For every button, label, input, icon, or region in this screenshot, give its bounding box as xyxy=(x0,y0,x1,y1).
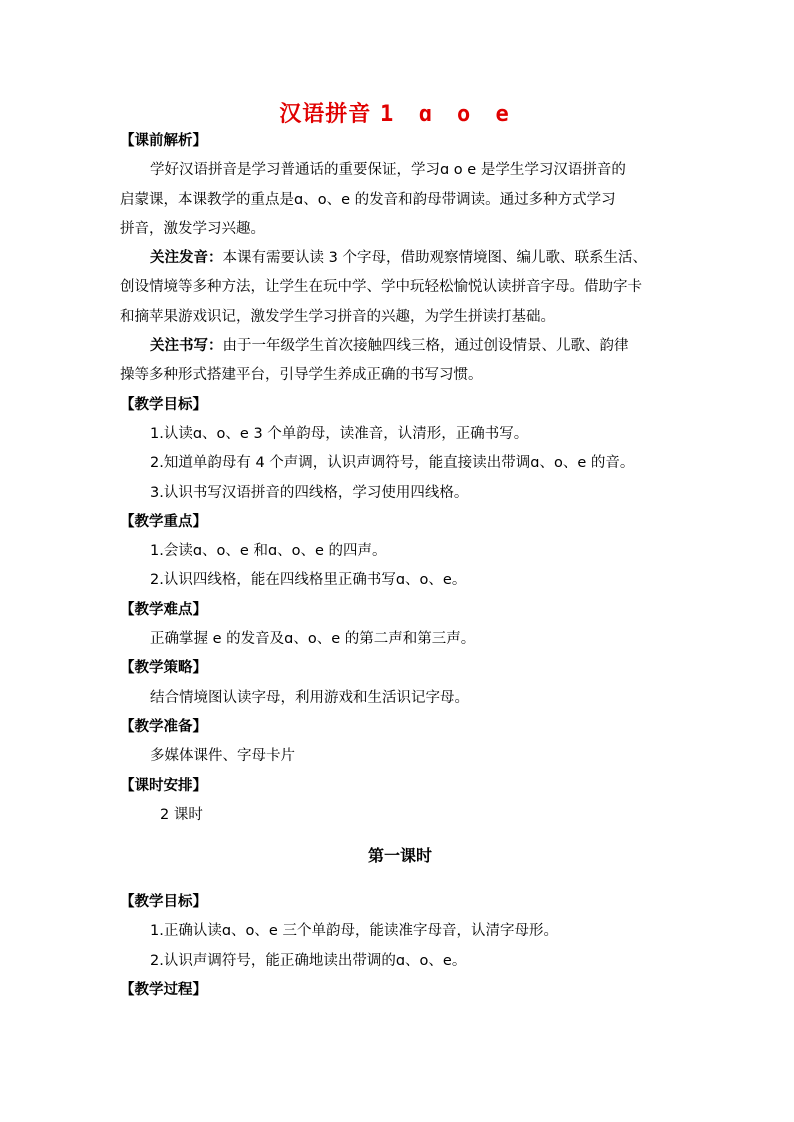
document-title xyxy=(0,97,794,128)
section-heading-prep: 【教学准备】 xyxy=(120,718,207,735)
section-heading-schedule: 【课时安排】 xyxy=(120,777,207,794)
keyword-pronunciation: 关注发音： xyxy=(150,250,223,267)
paragraph-line: 操等多种形式搭建平台，引导学生养成正确的书写习惯。 xyxy=(120,367,483,384)
lesson-goal-item: 2.认识声调符号，能正确地读出带调的ɑ、o、e。 xyxy=(150,952,467,969)
section-heading-lesson-goals: 【教学目标】 xyxy=(120,894,207,911)
section-heading-difficulty: 【教学难点】 xyxy=(120,601,207,618)
difficulty-text: 正确掌握 e 的发音及ɑ、o、e 的第二声和第三声。 xyxy=(150,631,476,648)
goal-item: 2.知道单韵母有 4 个声调，认识声调符号，能直接读出带调ɑ、o、e 的音。 xyxy=(150,455,635,472)
strategy-text: 结合情境图认读字母，利用游戏和生活识记字母。 xyxy=(150,689,469,706)
keyword-writing: 关注书写： xyxy=(150,338,223,355)
paragraph-text: 本课有需要认读 3 个字母，借助观察情境图、编儿歌、联系生活、 xyxy=(222,250,647,267)
paragraph-line xyxy=(120,332,680,361)
keypoint-item: 1.会读ɑ、o、e 和ɑ、o、e 的四声。 xyxy=(150,543,387,560)
paragraph-line: 启蒙课，本课教学的重点是ɑ、o、e 的发音和韵母带调读。通过多种方式学习 xyxy=(120,191,616,208)
prep-text: 多媒体课件、字母卡片 xyxy=(150,748,295,765)
section-heading-process: 【教学过程】 xyxy=(120,982,207,999)
goal-item: 3.认识书写汉语拼音的四线格，学习使用四线格。 xyxy=(150,484,469,501)
paragraph-line: 和摘苹果游戏识记，激发学生学习拼音的兴趣，为学生拼读打基础。 xyxy=(120,308,555,325)
paragraph-line: 学好汉语拼音是学习普通话的重要保证，学习ɑ o e 是学生学习汉语拼音的 xyxy=(150,162,626,179)
lesson-goal-item: 1.正确认读ɑ、o、e 三个单韵母，能读准字母音，认清字母形。 xyxy=(150,923,558,940)
keypoint-item: 2.认识四线格，能在四线格里正确书写ɑ、o、e。 xyxy=(150,572,467,589)
paragraph-line xyxy=(120,244,680,273)
document-body xyxy=(120,127,680,1005)
lesson-subtitle: 第一课时 xyxy=(367,846,432,866)
paragraph-line: 拼音，激发学习兴趣。 xyxy=(120,220,265,237)
schedule-text: 2 课时 xyxy=(160,806,203,823)
section-heading-pre-analysis: 【课前解析】 xyxy=(120,133,207,149)
title-latin: 1 ɑ o e xyxy=(379,102,515,127)
title-chinese: 汉语拼音 xyxy=(279,102,372,127)
paragraph-text: 由于一年级学生首次接触四线三格，通过创设情景、儿歌、韵律 xyxy=(222,338,629,355)
section-heading-strategy: 【教学策略】 xyxy=(120,660,207,677)
goal-item: 1.认读ɑ、o、e 3 个单韵母，读准音，认清形，正确书写。 xyxy=(150,425,529,442)
paragraph-line: 创设情境等多种方法，让学生在玩中学、学中玩轻松愉悦认读拼音字母。借助字卡 xyxy=(120,279,642,296)
section-heading-keypoints: 【教学重点】 xyxy=(120,513,207,530)
section-heading-goals: 【教学目标】 xyxy=(120,396,207,413)
